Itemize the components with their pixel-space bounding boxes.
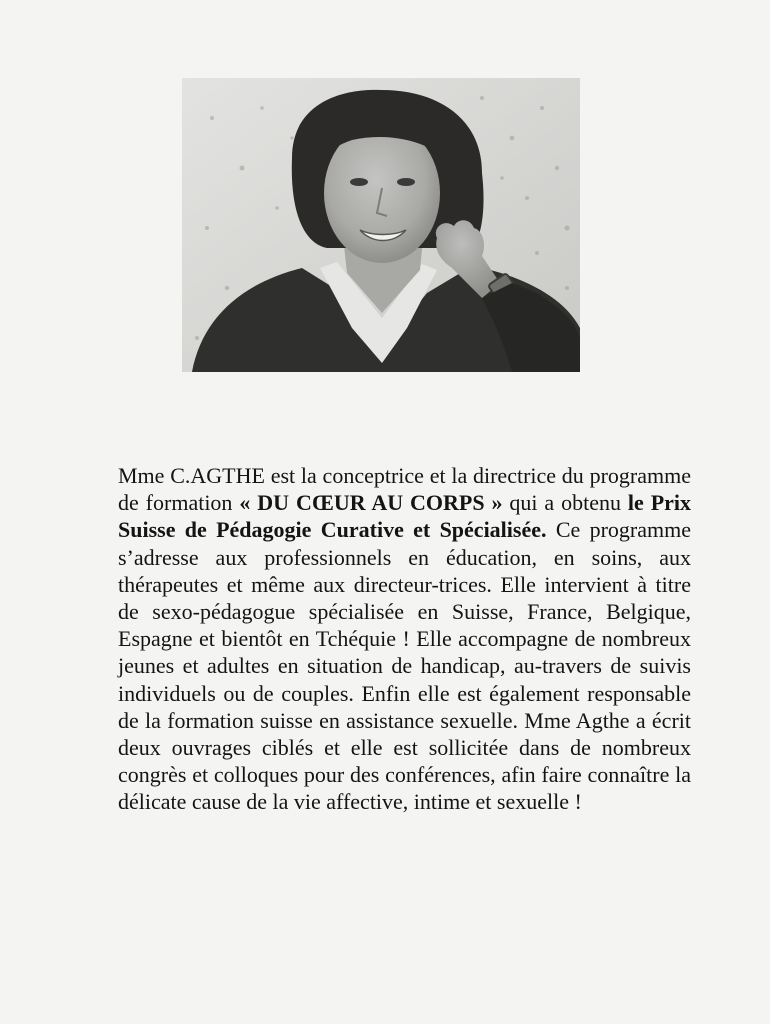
bio-paragraph (118, 462, 691, 816)
award-connector: qui a obtenu (509, 490, 621, 516)
left-eye-shape (350, 178, 368, 186)
bio-body: Ce programme s’adresse aux professionnels en éducation, en soins, aux thérapeutes et même aux directeur-trices. Elle intervient à titre de sexo-pédagogue spécialisée en Suisse, France, Belgique, Espagne et bientôt en Tchéquie ! Elle accompagne de nombreux jeunes et adultes en situation de handicap, au-travers de suivis individuels ou de couples. Enfin elle est également responsable de la formation suisse en assistance sexuelle. Mme Agthe a écrit deux ouvrages ciblés et elle est sollicitée dans de nombreux congrès et colloques pour des conférences, afin faire connaître la délicate cause de la vie affective, intime et sexuelle ! (118, 517, 691, 815)
portrait-photo (182, 78, 580, 372)
award-name: le Prix Suisse de Pédagogie Curative et Spécialisée. (118, 490, 692, 543)
program-name: « DU CŒUR AU CORPS » (239, 490, 503, 516)
bio-intro: Mme C.AGTHE est la conceptrice et la directrice du programme de formation (118, 463, 691, 516)
right-eye-shape (397, 178, 415, 186)
portrait-image (182, 78, 580, 372)
